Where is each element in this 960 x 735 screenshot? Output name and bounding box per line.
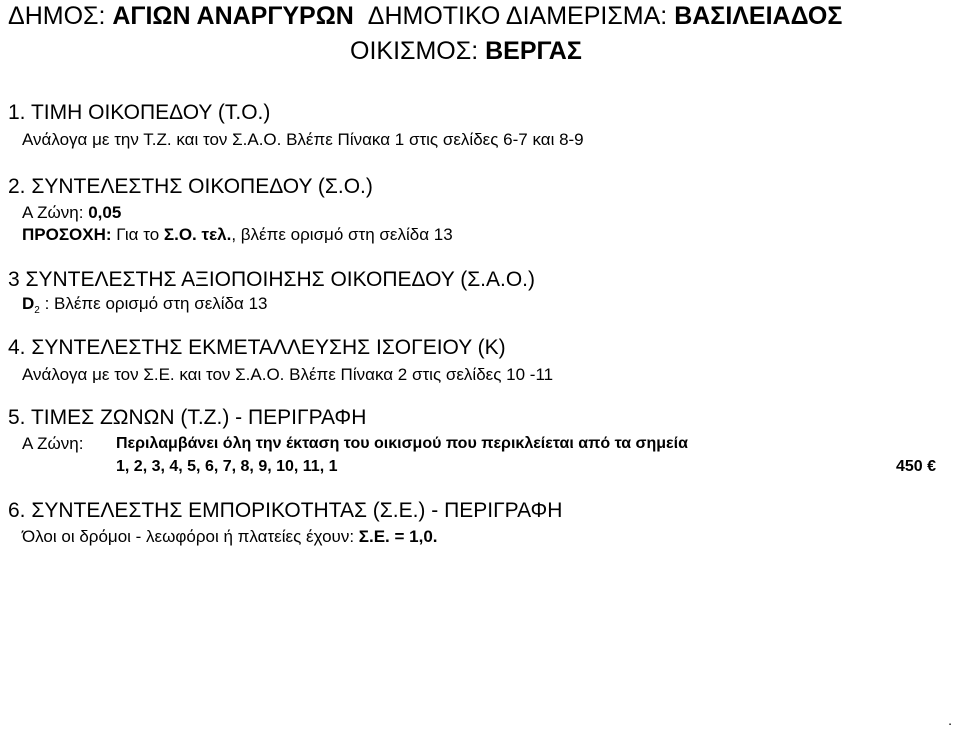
- section-6-value: Σ.Ε. = 1,0.: [358, 527, 438, 546]
- note-text-end: , βλέπε ορισμό στη σελίδα 13: [231, 225, 453, 244]
- section-5-points: 1, 2, 3, 4, 5, 6, 7, 8, 9, 10, 11, 1: [116, 458, 338, 475]
- d-label: D: [22, 294, 35, 313]
- footer-dot: .: [948, 712, 952, 728]
- section-6-text: [22, 528, 438, 545]
- header-line-municipality: [8, 4, 842, 29]
- section-5-price: 450 €: [896, 458, 937, 475]
- zone-value: 0,05: [88, 203, 122, 222]
- section-4-title: 4. ΣΥΝΤΕΛΕΣΤΗΣ ΕΚΜΕΤΑΛΛΕΥΣΗΣ ΙΣΟΓΕΙΟΥ (Κ): [8, 336, 506, 359]
- section-2-zone: [22, 204, 121, 221]
- section-2-title: 2. ΣΥΝΤΕΛΕΣΤΗΣ ΟΙΚΟΠΕΔΟΥ (Σ.Ο.): [8, 175, 373, 198]
- municipality-label: ΔΗΜΟΣ:: [8, 2, 113, 30]
- section-3-title: 3 ΣΥΝΤΕΛΕΣΤΗΣ ΑΞΙΟΠΟΙΗΣΗΣ ΟΙΚΟΠΕΔΟΥ (Σ.Α.Ο.): [8, 268, 536, 291]
- settlement-label: ΟΙΚΙΣΜΟΣ:: [350, 37, 486, 65]
- d-text: : Βλέπε ορισμό στη σελίδα 13: [39, 294, 268, 313]
- section-1-title: 1. ΤΙΜΗ ΟΙΚΟΠΕΔΟΥ (Τ.Ο.): [8, 101, 271, 124]
- zone-label: Α Ζώνη:: [22, 203, 89, 222]
- d-subscript: 2: [34, 305, 40, 316]
- header-line-settlement: [350, 39, 582, 64]
- section-5-description: Περιλαμβάνει όλη την έκταση του οικισμού που περικλείεται από τα σημεία: [116, 435, 688, 452]
- section-3-text: [22, 294, 268, 316]
- district-label: ΔΗΜΟΤΙΚΟ ΔΙΑΜΕΡΙΣΜΑ:: [367, 2, 675, 30]
- section-6-title: 6. ΣΥΝΤΕΛΕΣΤΗΣ ΕΜΠΟΡΙΚΟΤΗΤΑΣ (Σ.Ε.) - ΠΕΡΙΓΡΑΦΗ: [8, 499, 563, 522]
- section-6-body: Όλοι οι δρόμοι - λεωφόροι ή πλατείες έχουν:: [22, 527, 359, 546]
- note-bold-term: Σ.Ο. τελ.: [163, 225, 232, 244]
- section-2-note: [22, 226, 453, 243]
- section-4-text: Ανάλογα με τον Σ.Ε. και τον Σ.Α.Ο. Βλέπε Πίνακα 2 στις σελίδες 10 -11: [22, 365, 554, 384]
- note-label: ΠΡΟΣΟΧΗ:: [22, 225, 117, 244]
- municipality-name: ΑΓΙΩΝ ΑΝΑΡΓΥΡΩΝ: [112, 2, 354, 30]
- settlement-name: ΒΕΡΓΑΣ: [485, 37, 582, 65]
- section-5-zone-label: Α Ζώνη:: [22, 434, 84, 453]
- district-name: ΒΑΣΙΛΕΙΑΔΟΣ: [674, 2, 843, 30]
- section-5-title: 5. ΤΙΜΕΣ ΖΩΝΩΝ (Τ.Ζ.) - ΠΕΡΙΓΡΑΦΗ: [8, 406, 367, 429]
- section-1-text: Ανάλογα με την Τ.Ζ. και τον Σ.Α.Ο. Βλέπε Πίνακα 1 στις σελίδες 6-7 και 8-9: [22, 130, 584, 149]
- note-text-start: Για το: [116, 225, 164, 244]
